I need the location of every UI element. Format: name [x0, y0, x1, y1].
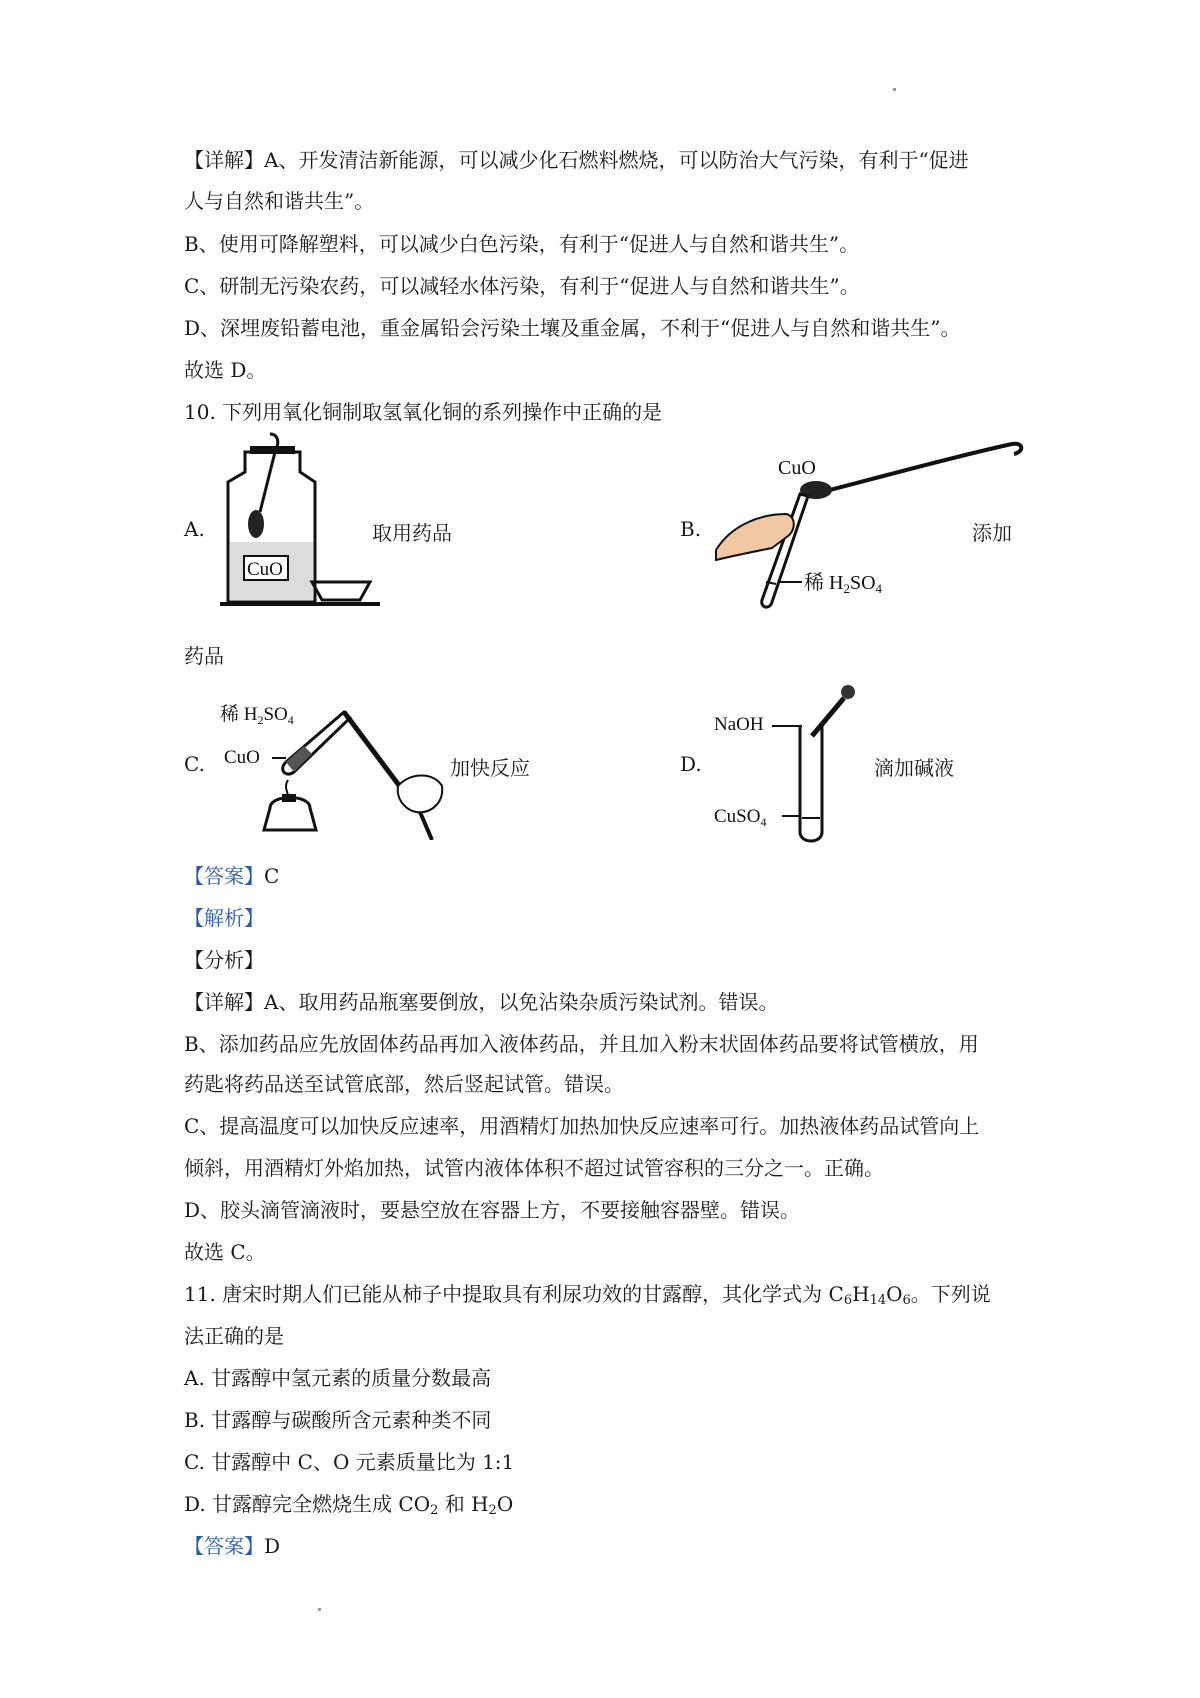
- alcohol-lamp: [264, 798, 316, 831]
- cuso4-label: CuSO$_4$: [714, 806, 767, 829]
- q11-stem: 11. 唐宋时期人们已能从柿子中提取具有利尿功效的甘露醇，其化学式为 $C_6H_{14}O_6$。下列说: [184, 1282, 991, 1308]
- q10-detail-d: D、胶头滴管滴液时，要悬空放在容器上方，不要接触容器壁。错误。: [184, 1198, 801, 1222]
- bottle-label-text: CuO: [247, 559, 283, 580]
- spatula-bowl: [248, 510, 264, 538]
- q10-option-c-caption: 加快反应: [450, 756, 530, 780]
- q10-detail-b2: 药匙将药品送至试管底部，然后竖起试管。错误。: [184, 1072, 624, 1096]
- hand-c: [398, 776, 442, 813]
- test-tube-d: [800, 726, 822, 841]
- heating-test-tube-figure: [220, 690, 450, 840]
- q10-option-b-letter: B.: [680, 517, 702, 541]
- fenxi-label: 【分析】: [184, 948, 264, 972]
- detail-line-1: 【详解】A、开发清洁新能源，可以减少化石燃料燃烧，可以防治大气污染，有利于“促进: [184, 148, 969, 172]
- q10-detail-a: 【详解】A、取用药品瓶塞要倒放，以免沾染杂质污染试剂。错误。: [184, 990, 779, 1014]
- detail-d: D、深埋废铅蓄电池，重金属铅会污染土壤及重金属，不利于“促进人与自然和谐共生”。: [184, 316, 961, 340]
- holder-end: [420, 812, 432, 840]
- acid-label-c: 稀 $H_2SO_4$: [220, 704, 294, 727]
- answer-label: 【答案】: [184, 1534, 264, 1558]
- dropper-bulb: [841, 685, 855, 699]
- q10-detail-b1: B、添加药品应先放固体药品再加入液体药品，并且加入粉末状固体药品要将试管横放，用: [184, 1032, 979, 1056]
- q10-option-d-caption: 滴加碱液: [874, 756, 954, 780]
- detail-b: B、使用可降解塑料，可以减少白色污染，有利于“促进人与自然和谐共生”。: [184, 232, 860, 256]
- stopper-on-bench: [312, 582, 370, 600]
- scan-dot: [893, 88, 896, 91]
- detail-choice: 故选 D。: [184, 358, 267, 382]
- q10-option-a-caption: 取用药品: [372, 521, 452, 545]
- q10-stem: 10. 下列用氧化铜制取氢氧化铜的系列操作中正确的是: [184, 400, 663, 424]
- q10-option-b-caption: 添加: [972, 521, 1012, 545]
- reagent-bottle-figure: [220, 432, 380, 612]
- q10-option-a-letter: A.: [184, 517, 205, 541]
- test-tube: [762, 494, 808, 607]
- cuo-label-c: CuO: [224, 747, 260, 768]
- dropper-tube: [812, 698, 844, 736]
- detail-line-2: 人与自然和谐共生”。: [184, 189, 375, 213]
- answer-value: D: [264, 1534, 281, 1558]
- dropper-test-tube-figure: [714, 682, 874, 852]
- q11-answer: [184, 1532, 280, 1560]
- answer-label: 【答案】: [184, 864, 264, 888]
- lamp-wick: [282, 794, 296, 802]
- q11-stem-cont: 法正确的是: [184, 1324, 284, 1348]
- q10-detail-c2: 倾斜，用酒精灯外焰加热，试管内液体体积不超过试管容积的三分之一。正确。: [184, 1156, 884, 1180]
- q11-option-b: B. 甘露醇与碳酸所含元素种类不同: [184, 1408, 492, 1432]
- spoon-handle: [822, 444, 1021, 492]
- q10-option-c-letter: C.: [184, 752, 205, 776]
- q10-option-b-caption-cont: 药品: [184, 644, 224, 668]
- spatula-handle: [260, 434, 278, 512]
- bottle-stopper: [250, 446, 295, 454]
- q10-detail-c1: C、提高温度可以加快反应速率，用酒精灯加热加快反应速率可行。加热液体药品试管向上: [184, 1114, 980, 1138]
- q10-answer: [184, 862, 279, 890]
- detail-c: C、研制无污染农药，可以减轻水体污染，有利于“促进人与自然和谐共生”。: [184, 274, 860, 298]
- analysis-label: 【解析】: [184, 906, 264, 930]
- answer-value: C: [264, 864, 280, 888]
- q11-option-c: C. 甘露醇中 C、O 元素质量比为 1:1: [184, 1450, 515, 1474]
- q11-option-a: A. 甘露醇中氢元素的质量分数最高: [184, 1366, 492, 1390]
- q11-option-d: D. 甘露醇完全燃烧生成 $CO_2$ 和 $H_2O$: [184, 1492, 514, 1518]
- q10-option-d-letter: D.: [680, 752, 702, 776]
- cuo-label: CuO: [778, 457, 816, 479]
- acid-label-b: 稀 $H_2SO_4$: [804, 572, 883, 596]
- q10-choice: 故选 C。: [184, 1240, 266, 1264]
- naoh-label: NaOH: [714, 714, 764, 735]
- scan-dot: [318, 1608, 321, 1611]
